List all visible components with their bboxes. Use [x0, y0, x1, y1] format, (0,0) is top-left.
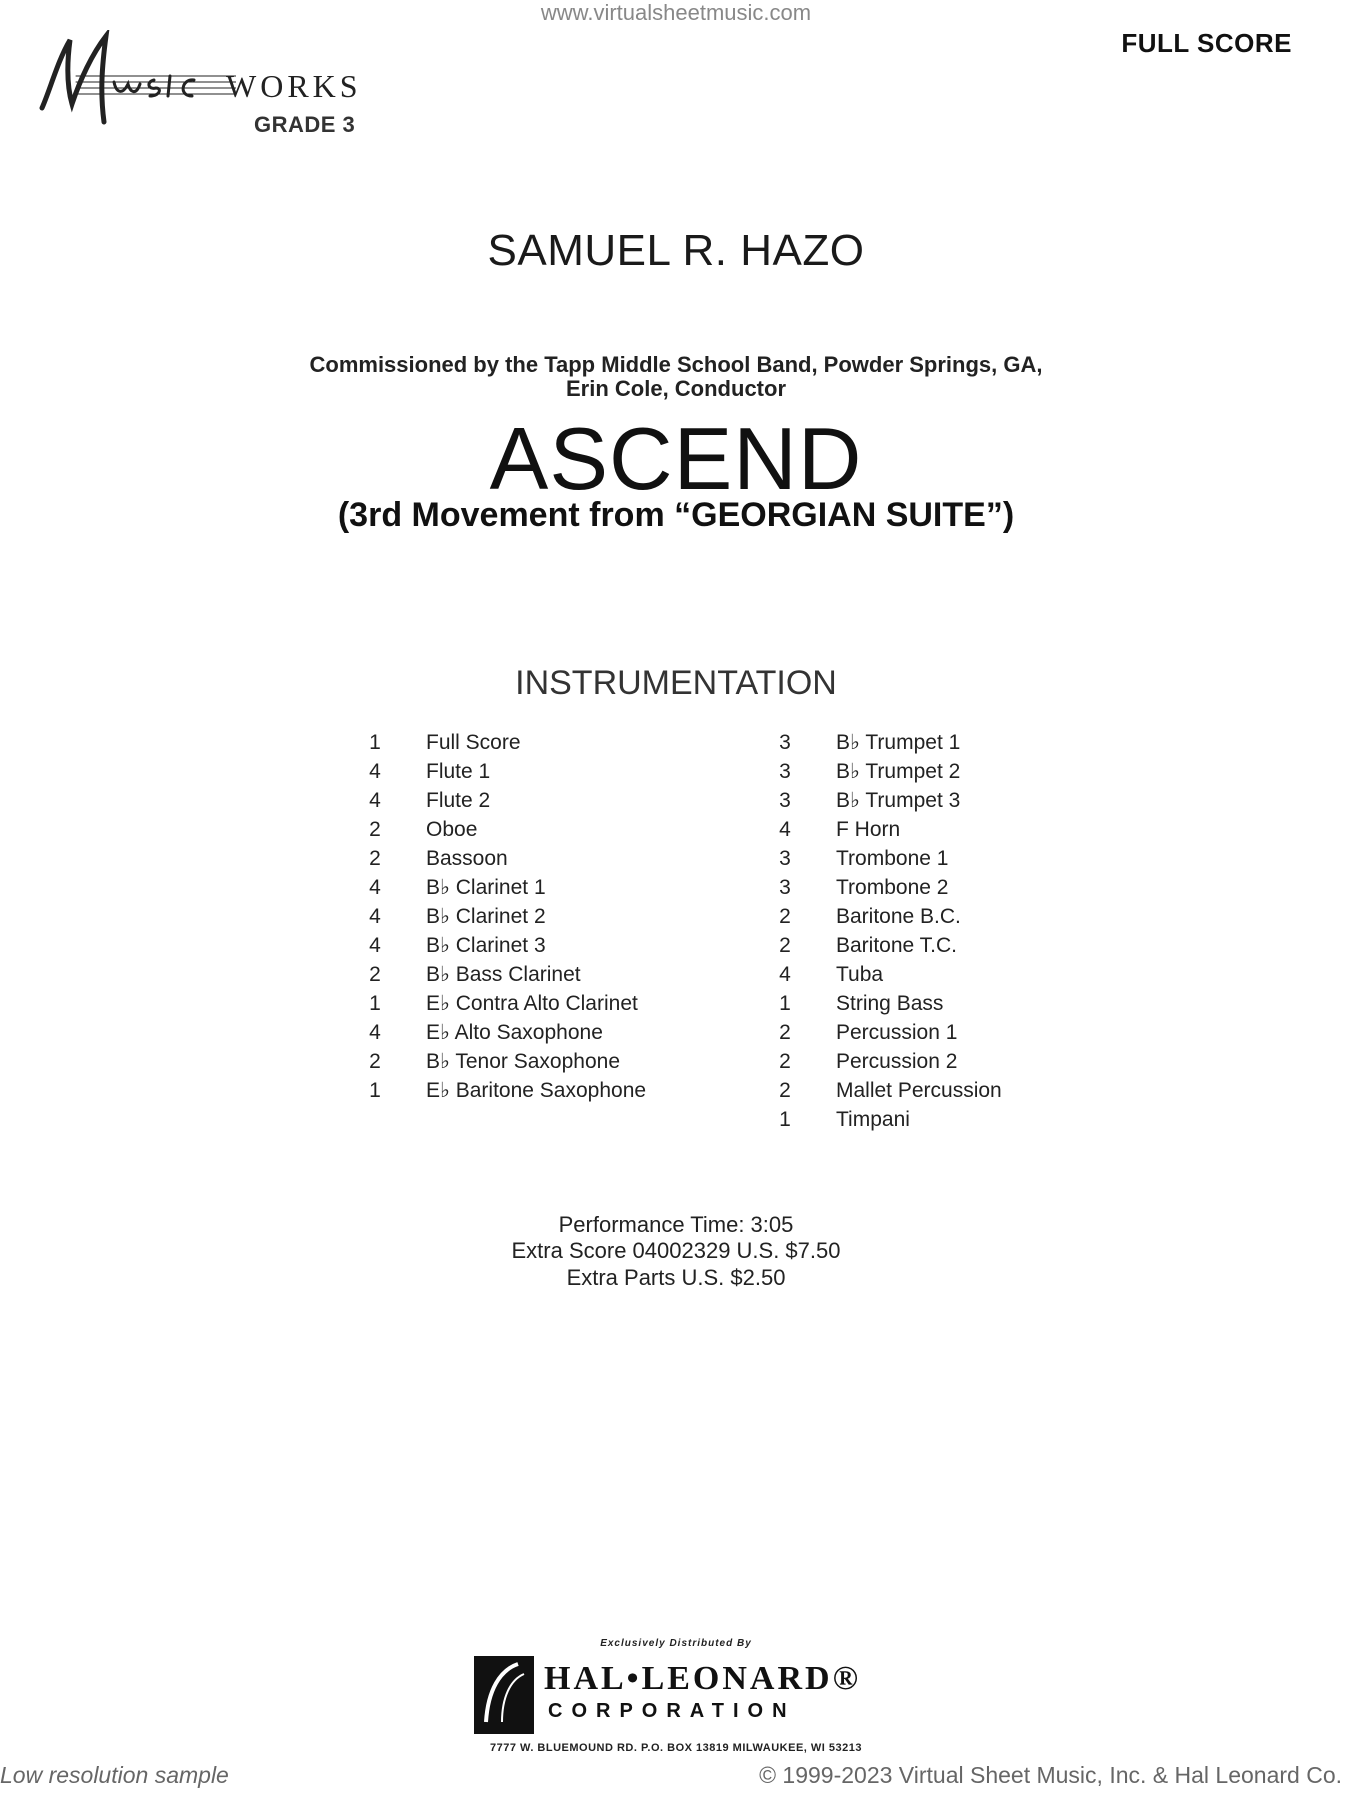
hal-leonard-corporation: CORPORATION — [548, 1700, 796, 1722]
instrument-qty: 2 — [779, 1021, 791, 1044]
instrument-qty: 4 — [369, 876, 381, 899]
instrument-qty: 2 — [779, 1079, 791, 1102]
instrument-name: Flute 2 — [426, 789, 491, 812]
instrument-name: F Horn — [836, 818, 901, 841]
copyright-notice: © 1999-2023 Virtual Sheet Music, Inc. & Hal Leonard Co. — [759, 1762, 1342, 1788]
instrument-qty: 4 — [369, 760, 381, 783]
instrument-name: Trombone 1 — [836, 847, 949, 870]
low-res-notice: Low resolution sample — [0, 1762, 229, 1788]
instrument-name: B♭ Trumpet 1 — [836, 731, 961, 754]
instrument-name: Flute 1 — [426, 760, 491, 783]
commission-line-1: Commissioned by the Tapp Middle School Band, Powder Springs, GA, — [309, 352, 1043, 377]
instrument-name: B♭ Clarinet 2 — [426, 905, 546, 928]
composer-name: SAMUEL R. HAZO — [487, 226, 865, 275]
instrument-name: B♭ Clarinet 3 — [426, 934, 546, 957]
musicworks-logo — [36, 30, 386, 140]
instrument-qty: 1 — [369, 731, 381, 754]
instrument-qty: 2 — [369, 1050, 381, 1073]
full-score-label: FULL SCORE — [1121, 28, 1292, 58]
instrument-qty: 2 — [369, 818, 381, 841]
instrument-name: Timpani — [836, 1108, 910, 1131]
instrument-qty: 2 — [779, 934, 791, 957]
instrument-qty: 3 — [779, 876, 791, 899]
logo-works-text: WORKS — [226, 68, 362, 104]
instrument-qty: 3 — [779, 760, 791, 783]
instrument-name: Percussion 2 — [836, 1050, 958, 1073]
instrument-name: Tuba — [836, 963, 884, 986]
piece-subtitle: (3rd Movement from “GEORGIAN SUITE”) — [337, 496, 1015, 534]
instrumentation-heading: INSTRUMENTATION — [515, 664, 837, 702]
hal-leonard-mark-icon — [474, 1656, 534, 1734]
instrument-name: String Bass — [836, 992, 944, 1015]
instrument-qty: 4 — [369, 905, 381, 928]
instrument-qty: 2 — [369, 847, 381, 870]
instrument-qty: 2 — [779, 1050, 791, 1073]
instrument-qty: 4 — [369, 934, 381, 957]
instrument-name: Trombone 2 — [836, 876, 949, 899]
grade-label: GRADE 3 — [254, 112, 356, 137]
instrument-qty: 2 — [779, 905, 791, 928]
instrument-name: Percussion 1 — [836, 1021, 958, 1044]
watermark-url: www.virtualsheetmusic.com — [540, 0, 812, 25]
piece-title: ASCEND — [489, 409, 863, 508]
hal-leonard-logo — [474, 1630, 878, 1765]
hal-leonard-name: HAL•LEONARD® — [544, 1660, 861, 1697]
instrument-qty: 1 — [779, 1108, 791, 1131]
instrument-qty: 1 — [779, 992, 791, 1015]
instrument-name: B♭ Trumpet 2 — [836, 760, 961, 783]
commission-line-2: Erin Cole, Conductor — [566, 376, 786, 401]
instrument-qty: 1 — [369, 1079, 381, 1102]
instrument-name: E♭ Contra Alto Clarinet — [426, 992, 638, 1015]
instrument-qty: 3 — [779, 789, 791, 812]
instrument-name: B♭ Tenor Saxophone — [426, 1050, 620, 1073]
distributed-by-text: Exclusively Distributed By — [600, 1638, 752, 1649]
instrument-name: B♭ Clarinet 1 — [426, 876, 546, 899]
instrument-name: E♭ Baritone Saxophone — [426, 1079, 647, 1102]
instrument-name: E♭ Alto Saxophone — [426, 1021, 603, 1044]
instrument-name: Full Score — [426, 731, 521, 754]
instrument-name: Oboe — [426, 818, 478, 841]
instrument-name: Baritone T.C. — [836, 934, 958, 957]
instrument-qty: 3 — [779, 847, 791, 870]
extra-parts-price: Extra Parts U.S. $2.50 — [566, 1265, 786, 1290]
instrument-name: B♭ Bass Clarinet — [426, 963, 581, 986]
performance-time: Performance Time: 3:05 — [558, 1212, 794, 1237]
instrument-qty: 4 — [369, 789, 381, 812]
music-script-logo — [36, 30, 236, 140]
extra-score-price: Extra Score 04002329 U.S. $7.50 — [511, 1238, 841, 1263]
instrument-name: Mallet Percussion — [836, 1079, 1002, 1102]
instrument-qty: 4 — [779, 963, 791, 986]
instrument-qty: 1 — [369, 992, 381, 1015]
instrument-qty: 4 — [369, 1021, 381, 1044]
instrument-name: Bassoon — [426, 847, 508, 870]
instrument-name: B♭ Trumpet 3 — [836, 789, 961, 812]
instrument-qty: 4 — [779, 818, 791, 841]
publisher-address: 7777 W. BLUEMOUND RD. P.O. BOX 13819 MILWAUKEE, WI 53213 — [490, 1742, 862, 1754]
instrument-qty: 3 — [779, 731, 791, 754]
instrument-name: Baritone B.C. — [836, 905, 961, 928]
instrument-qty: 2 — [369, 963, 381, 986]
